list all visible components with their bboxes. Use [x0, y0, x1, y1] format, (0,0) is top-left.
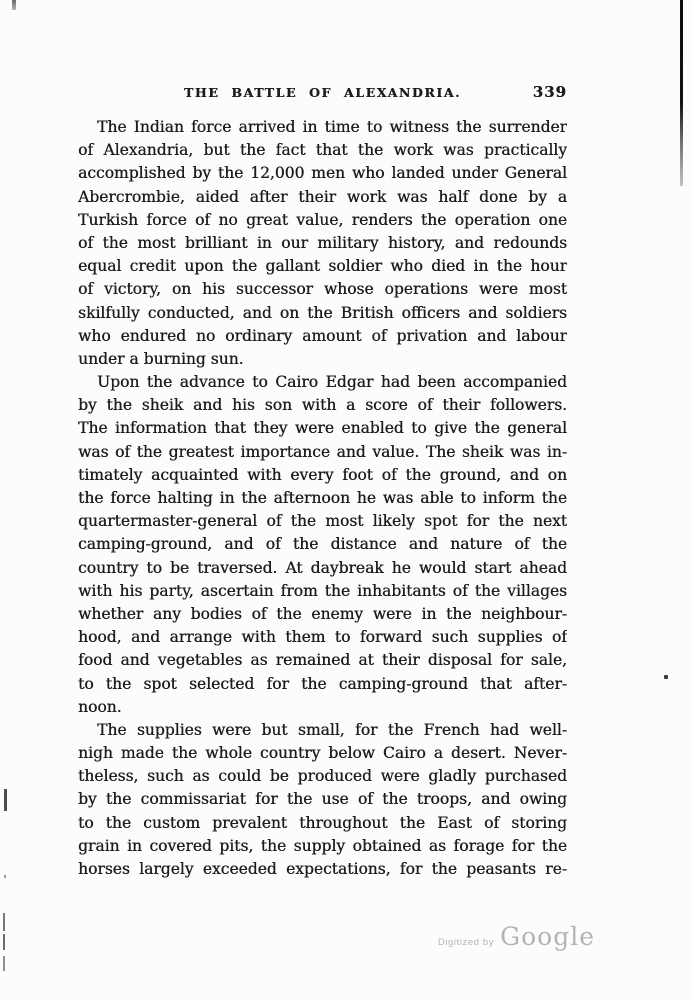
text-line: country to be traversed. At daybreak he would start ahead [78, 558, 567, 577]
text-line: by the sheik and his son with a score of their followers. [78, 396, 567, 415]
text-line: to the spot selected for the camping-ground that after- [78, 674, 567, 693]
text-line: was of the greatest importance and value. The sheik was in- [78, 442, 567, 461]
text-line: of the most brilliant in our military history, and redounds [78, 233, 567, 252]
text-line: by the commissariat for the use of the troops, and owing [78, 790, 567, 809]
text-line: whether any bodies of the enemy were in the neighbour- [78, 604, 567, 623]
text-line: theless, such as could be produced were gladly purchased [78, 767, 567, 786]
watermark-prefix: Digitized by [437, 937, 495, 948]
text-line: of Alexandria, but the fact that the work was practically [78, 141, 567, 160]
text-line: camping-ground, and of the distance and nature of the [78, 535, 567, 554]
text-line: who endured no ordinary amount of privation and labour [78, 326, 567, 345]
text-line: Turkish force of no great value, renders the operation one [78, 210, 567, 229]
text-line: Abercrombie, aided after their work was half done by a [78, 187, 567, 206]
text-line: The information that they were enabled to give the general [78, 419, 567, 438]
scan-artifact-left-dash [3, 956, 5, 971]
text-line: skilfully conducted, and on the British officers and soldiers [78, 303, 567, 322]
text-line: to the custom prevalent throughout the East of storing [78, 813, 567, 832]
text-line: Upon the advance to Cairo Edgar had been accompanied [97, 373, 567, 392]
text-line: equal credit upon the gallant soldier who died in the hour [78, 257, 567, 276]
text-line: accomplished by the 12,000 men who landed under General [78, 164, 567, 183]
page-text [78, 116, 567, 881]
text-line: hood, and arrange with them to forward such supplies of [78, 628, 567, 647]
page-title: THE BATTLE OF ALEXANDRIA. [183, 85, 462, 100]
scan-artifact-left-mark [4, 789, 7, 811]
digitized-by-watermark [438, 922, 595, 951]
text-line: The Indian force arrived in time to witness the surrender [97, 118, 567, 136]
text-line: the force halting in the afternoon he was able to inform the [78, 489, 567, 507]
paragraph [78, 371, 567, 719]
text-line: noon. [78, 697, 122, 716]
scan-artifact-right-speck [664, 675, 668, 679]
text-line: under a burning sun. [78, 349, 244, 368]
text-line: nigh made the whole country below Cairo a desert. Never- [78, 744, 567, 763]
scan-artifact-left-dash [3, 913, 5, 931]
scan-artifact-topleft-speck [12, 0, 16, 10]
text-line: of victory, on his successor whose operations were most [78, 280, 567, 299]
text-line: timately acquainted with every foot of the ground, and on [78, 465, 567, 484]
text-line: horses largely exceeded expectations, for the peasants re- [78, 860, 567, 878]
text-line: food and vegetables as remained at their disposal for sale, [78, 651, 567, 670]
text-line: quartermaster-general of the most likely spot for the next [78, 512, 567, 531]
scan-artifact-right-edge-line [680, 0, 683, 186]
google-logo: Google [500, 922, 595, 951]
scan-artifact-left-dot [4, 875, 6, 878]
text-line: The supplies were but small, for the French had well- [97, 720, 567, 739]
paragraph [78, 719, 567, 881]
text-line: with his party, ascertain from the inhabitants of the villages [78, 581, 567, 600]
scan-artifact-left-dash [3, 934, 5, 950]
text-line: grain in covered pits, the supply obtained as forage for the [78, 836, 567, 855]
running-header [78, 85, 567, 103]
paragraph [78, 116, 567, 371]
page-number: 339 [532, 83, 567, 101]
